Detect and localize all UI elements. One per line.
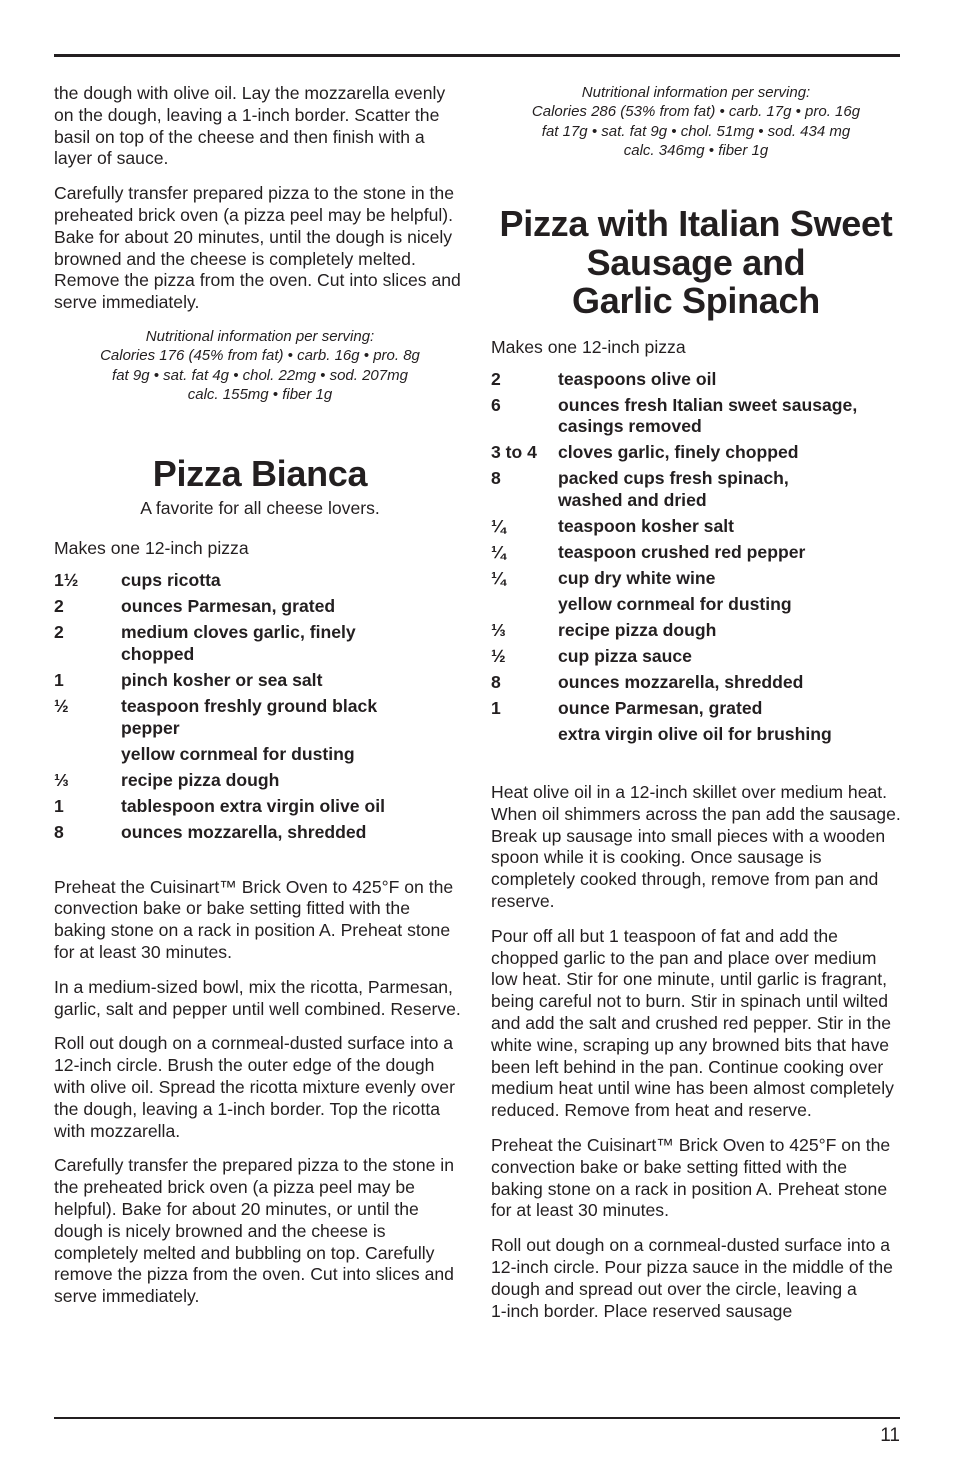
ingredient-row <box>54 596 466 618</box>
nutrition-line: Nutritional information per serving: <box>145 327 375 345</box>
ingredient-quantity: 2 <box>491 368 501 389</box>
instruction-paragraph: Pour off all but 1 teaspoon of fat and add the chopped garlic to the pan and place over medium low heat. Stir for one minute, until garlic is fragrant, being careful not to burn. Stir in spinach until wilted and add the salt and crushed red pepper. Stir in the white wine, scraping up any browned bits that have been left behind in the pan. Continue cooking over medium heat until wine has been almost completely reduced. Remove from heat and reserve. <box>491 925 894 1121</box>
ingredient-row <box>54 770 466 792</box>
recipe-title-line: Pizza with Italian Sweet <box>499 203 893 245</box>
instruction-paragraph: Heat olive oil in a 12-inch skillet over medium heat. When oil shimmers across the pan add the sausage. Break up sausage into small pieces with a wooden spoon while it is cooking. Once sausage is completely cooked through, remove from pan and reserve. <box>491 782 901 912</box>
ingredient-row <box>491 395 901 439</box>
ingredient-name: cup pizza sauce <box>558 646 692 667</box>
ingredient-name: yellow cornmeal for dusting <box>121 743 355 764</box>
ingredient-name: teaspoon kosher salt <box>558 516 734 537</box>
ingredient-row <box>491 646 901 668</box>
instruction-text: Roll out dough on a cornmeal-dusted surface into a 12-inch circle. Pour pizza sauce in the middle of the dough and spread out over the circle, leaving a <box>491 1235 893 1299</box>
nutrition-info <box>54 327 466 404</box>
ingredient-name: ounces mozzarella, shredded <box>121 821 367 842</box>
nutrition-line: Calories 286 (53% from fat) • carb. 17g • pro. 16g <box>531 103 861 121</box>
ingredient-row <box>54 744 466 766</box>
ingredient-row <box>491 594 901 616</box>
ingredient-quantity: 8 <box>54 821 64 842</box>
bottom-rule <box>54 1417 900 1419</box>
nutrition-line: calc. 155mg • fiber 1g <box>187 385 333 403</box>
ingredient-quantity <box>491 724 558 746</box>
ingredient-quantity <box>54 744 121 766</box>
right-column <box>491 83 901 1335</box>
ingredient-quantity: ⅓ <box>54 769 69 790</box>
ingredient-quantity: 6 <box>491 394 501 415</box>
ingredient-name: teaspoons olive oil <box>558 368 717 389</box>
ingredient-quantity: 1 <box>54 669 64 690</box>
ingredient-row <box>491 542 901 564</box>
instruction-paragraph: Preheat the Cuisinart™ Brick Oven to 425°F on the convection bake or bake setting fitted with the baking stone on a rack in position A. Preheat stone for at least 30 minutes. <box>491 1135 891 1221</box>
ingredient-quantity <box>491 594 558 616</box>
page-number: 11 <box>880 1425 900 1446</box>
ingredient-row <box>54 696 466 740</box>
ingredient-name: recipe pizza dough <box>121 769 280 790</box>
nutrition-line: fat 9g • sat. fat 4g • chol. 22mg • sod. 207mg <box>112 366 408 384</box>
ingredient-quantity: 1 <box>54 795 64 816</box>
ingredient-quantity: ¼ <box>491 516 506 537</box>
ingredient-name: cloves garlic, finely chopped <box>558 442 799 463</box>
ingredient-name: ounce Parmesan, grated <box>558 698 763 719</box>
nutrition-info <box>491 83 901 160</box>
ingredient-row <box>54 796 466 818</box>
ingredient-name: yellow cornmeal for dusting <box>558 594 792 615</box>
recipe-yield: Makes one 12-inch pizza <box>491 336 686 357</box>
nutrition-line: Nutritional information per serving: <box>581 84 811 101</box>
top-rule <box>54 54 900 57</box>
ingredient-quantity: 2 <box>54 622 64 643</box>
ingredient-quantity: ¼ <box>491 568 506 589</box>
ingredient-name: cups ricotta <box>121 570 221 591</box>
ingredient-row <box>54 622 466 666</box>
ingredient-quantity: 1 <box>491 698 501 719</box>
ingredient-name: pinch kosher or sea salt <box>121 669 323 690</box>
ingredient-row <box>491 620 901 642</box>
ingredient-row <box>54 570 466 592</box>
instruction-text: 1-inch border. Place reserved sausage <box>491 1300 793 1321</box>
ingredient-row <box>491 468 901 512</box>
instruction-paragraph: Preheat the Cuisinart™ Brick Oven to 425°F on the convection bake or bake setting fitted with the baking stone on a rack in position A. Preheat stone for at least 30 minutes. <box>54 876 454 962</box>
ingredient-quantity: 8 <box>491 468 501 489</box>
ingredient-quantity: ⅓ <box>491 620 506 641</box>
recipe-title-line: Sausage and <box>586 241 806 283</box>
ingredient-name: ounces mozzarella, shredded <box>558 672 804 693</box>
nutrition-line: calc. 346mg • fiber 1g <box>623 141 769 159</box>
paragraph: the dough with olive oil. Lay the mozzarella evenly on the dough, leaving a 1-inch border. Scatter the basil on top of the cheese and then finish with a layer of sauce. <box>54 83 446 169</box>
instruction-paragraph: In a medium-sized bowl, mix the ricotta, Parmesan, garlic, salt and pepper until well combined. Reserve. <box>54 976 461 1019</box>
left-column <box>54 83 466 1321</box>
nutrition-line: fat 17g • sat. fat 9g • chol. 51mg • sod. 434 mg <box>541 122 851 140</box>
recipe-subtitle: A favorite for all cheese lovers. <box>140 498 380 519</box>
recipe-yield: Makes one 12-inch pizza <box>54 538 249 559</box>
ingredient-name: medium cloves garlic, finely chopped <box>121 622 356 664</box>
ingredient-quantity: ½ <box>54 695 69 716</box>
ingredient-name: ounces fresh Italian sweet sausage, casings removed <box>558 394 858 437</box>
ingredient-list <box>491 369 901 746</box>
ingredient-row <box>491 698 901 720</box>
ingredient-row <box>491 568 901 590</box>
ingredient-quantity: ½ <box>491 646 506 667</box>
ingredient-name: teaspoon freshly ground black pepper <box>121 695 378 738</box>
recipe-title <box>491 205 901 321</box>
ingredient-row <box>491 516 901 538</box>
ingredient-name: packed cups fresh spinach, washed and dried <box>558 468 789 511</box>
ingredient-name: cup dry white wine <box>558 568 716 589</box>
ingredient-name: extra virgin olive oil for brushing <box>558 724 832 745</box>
ingredient-row <box>54 822 466 844</box>
instruction-paragraph: Carefully transfer the prepared pizza to the stone in the preheated brick oven (a pizza peel may be helpful). Bake for about 20 minutes, or until the dough is nicely browned and the cheese is completely melted and bubbling on top. Carefully remove the pizza from the oven. Cut into slices and serve immediately. <box>54 1155 454 1307</box>
ingredient-quantity: 1½ <box>54 570 79 591</box>
instruction-paragraph: Roll out dough on a cornmeal-dusted surface into a 12-inch circle. Brush the outer edge of the dough with olive oil. Spread the ricotta mixture evenly over the dough, leaving a 1-inch border. Top the ricotta with mozzarella. <box>54 1033 455 1141</box>
ingredient-name: teaspoon crushed red pepper <box>558 542 806 563</box>
ingredient-row <box>491 442 901 464</box>
ingredient-quantity: 3 to 4 <box>491 442 537 463</box>
ingredient-quantity: ¼ <box>491 542 506 563</box>
ingredient-row <box>491 672 901 694</box>
recipe-title-line: Garlic Spinach <box>572 280 820 322</box>
ingredient-quantity: 2 <box>54 596 64 617</box>
ingredient-row <box>54 670 466 692</box>
instruction-paragraph <box>491 1235 901 1322</box>
ingredient-name: recipe pizza dough <box>558 620 717 641</box>
ingredient-row <box>491 369 901 391</box>
paragraph: Carefully transfer prepared pizza to the stone in the preheated brick oven (a pizza peel may be helpful). Bake for about 20 minutes, until the dough is nicely browned and the cheese is completely melted. Remove the pizza from the oven. Cut into slices and serve immediately. <box>54 183 461 313</box>
ingredient-quantity: 8 <box>491 672 501 693</box>
ingredient-row <box>491 724 901 746</box>
recipe-title: Pizza Bianca <box>152 453 368 495</box>
ingredient-list <box>54 570 466 843</box>
ingredient-name: tablespoon extra virgin olive oil <box>121 795 385 816</box>
ingredient-name: ounces Parmesan, grated <box>121 596 336 617</box>
nutrition-line: Calories 176 (45% from fat) • carb. 16g • pro. 8g <box>100 347 420 365</box>
